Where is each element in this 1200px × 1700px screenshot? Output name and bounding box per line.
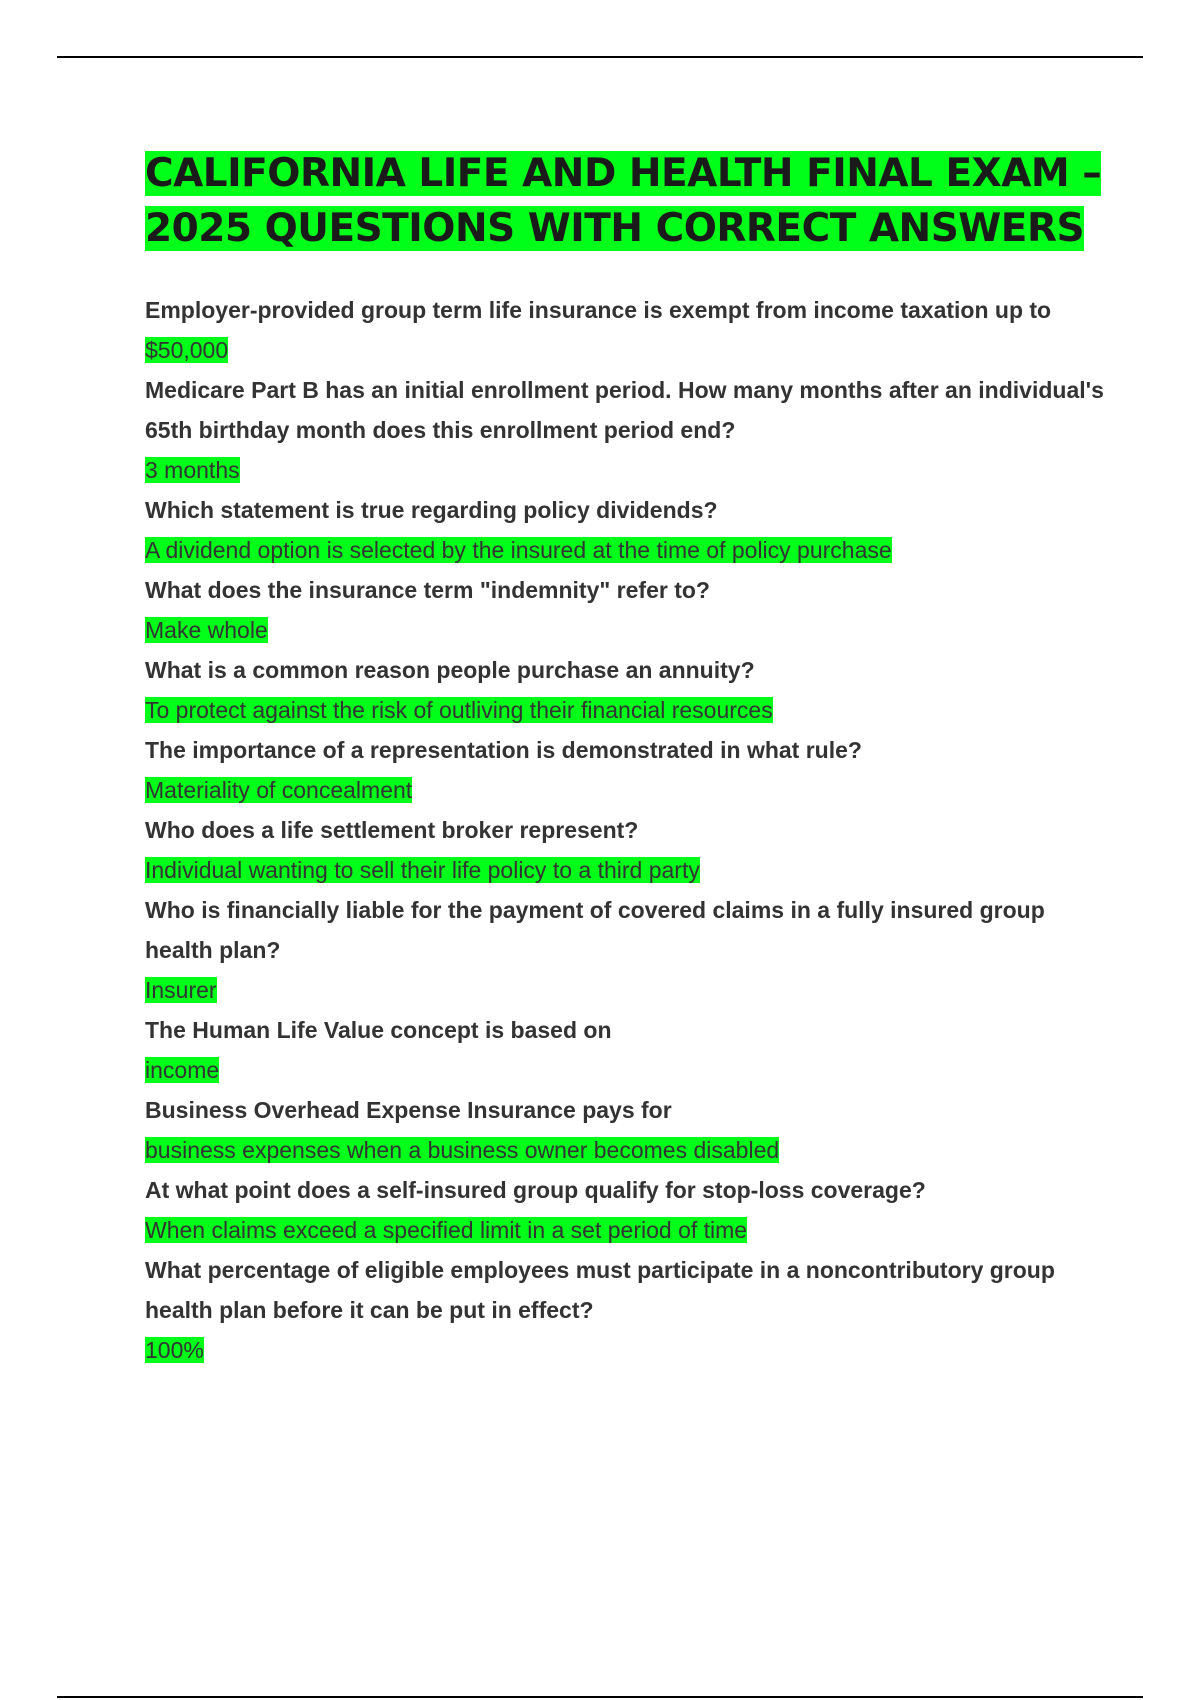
answer: [145, 1130, 1105, 1170]
answer: [145, 530, 1105, 570]
answer: [145, 970, 1105, 1010]
qa-item: [145, 490, 1105, 570]
answer-text: Make whole: [145, 617, 268, 643]
qa-list: [145, 290, 1105, 1370]
question-text: Who is financially liable for the payment of covered claims in a fully insured group health plan?: [145, 897, 1045, 963]
question-text: What percentage of eligible employees must participate in a noncontributory group health plan before it can be put in effect?: [145, 1257, 1055, 1323]
qa-item: [145, 1090, 1105, 1170]
answer-text: 3 months: [145, 457, 240, 483]
answer: [145, 850, 1105, 890]
question-text: The importance of a representation is demonstrated in what rule?: [145, 737, 862, 763]
qa-item: [145, 730, 1105, 810]
answer-text: 100%: [145, 1337, 204, 1363]
answer: [145, 610, 1105, 650]
qa-item: [145, 810, 1105, 890]
top-rule: [57, 56, 1143, 58]
answer-text: A dividend option is selected by the insured at the time of policy purchase: [145, 537, 892, 563]
qa-item: [145, 890, 1105, 1010]
document-title-text: CALIFORNIA LIFE AND HEALTH FINAL EXAM – 2025 QUESTIONS WITH CORRECT ANSWERS: [145, 151, 1102, 251]
answer-text: When claims exceed a specified limit in a set period of time: [145, 1217, 748, 1243]
question-text: Who does a life settlement broker represent?: [145, 817, 639, 843]
qa-item: [145, 570, 1105, 650]
qa-item: [145, 1170, 1105, 1250]
answer-text: business expenses when a business owner becomes disabled: [145, 1137, 780, 1163]
qa-item: [145, 290, 1105, 370]
document-body: [145, 146, 1105, 1370]
question-text: At what point does a self-insured group qualify for stop-loss coverage?: [145, 1177, 926, 1203]
qa-item: [145, 650, 1105, 730]
answer: [145, 690, 1105, 730]
bottom-rule: [57, 1696, 1143, 1698]
qa-item: [145, 1010, 1105, 1090]
answer: [145, 1210, 1105, 1250]
qa-item: [145, 1250, 1105, 1370]
answer-text: Materiality of concealment: [145, 777, 413, 803]
question-text: Medicare Part B has an initial enrollment period. How many months after an individual's 65th birthday month does this enrollment period end?: [145, 377, 1104, 443]
answer-text: income: [145, 1057, 220, 1083]
answer: [145, 330, 1105, 370]
answer: [145, 1050, 1105, 1090]
document-title: [145, 146, 1105, 256]
answer-text: Insurer: [145, 977, 217, 1003]
question-text: Business Overhead Expense Insurance pays for: [145, 1097, 672, 1123]
question-text: The Human Life Value concept is based on: [145, 1017, 612, 1043]
question-text: What is a common reason people purchase an annuity?: [145, 657, 755, 683]
question-text: What does the insurance term "indemnity" refer to?: [145, 577, 710, 603]
question-text: Which statement is true regarding policy dividends?: [145, 497, 718, 523]
answer: [145, 450, 1105, 490]
question-text: Employer-provided group term life insurance is exempt from income taxation up to: [145, 297, 1052, 323]
answer-text: Individual wanting to sell their life policy to a third party: [145, 857, 700, 883]
answer-text: $50,000: [145, 337, 229, 363]
answer: [145, 770, 1105, 810]
qa-item: [145, 370, 1105, 490]
answer-text: To protect against the risk of outliving their financial resources: [145, 697, 773, 723]
answer: [145, 1330, 1105, 1370]
